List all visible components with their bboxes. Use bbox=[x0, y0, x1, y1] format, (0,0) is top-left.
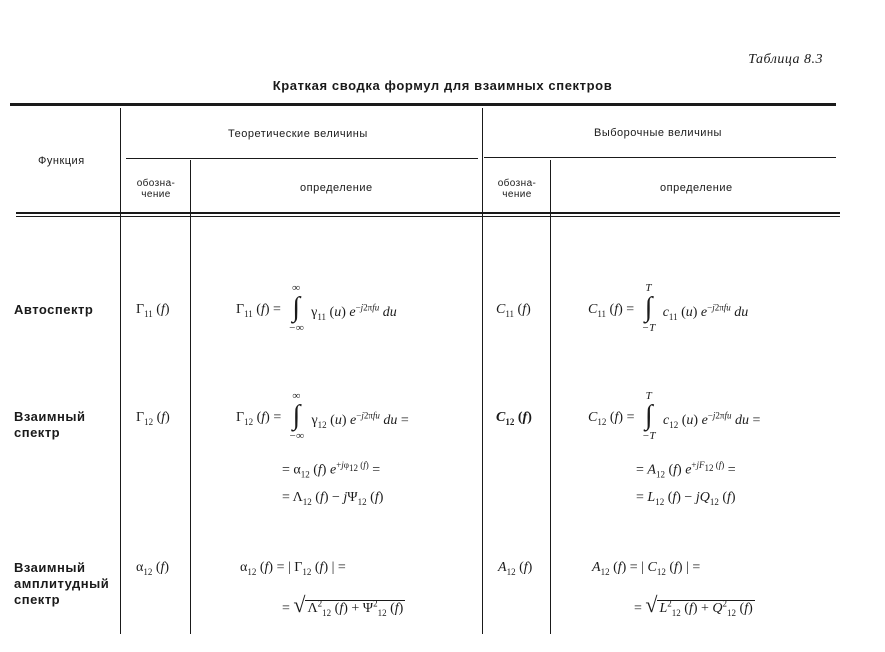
header-bottom-rule-2 bbox=[16, 216, 840, 217]
table-caption: Краткая сводка формул для взаимных спектров bbox=[272, 78, 613, 93]
theo-def-row3-line1: $\alpha_{12}$ (f) = | $\Gamma_{12}$ (f) | = bbox=[240, 560, 346, 577]
theo-symbol-row3: $\alpha_{12}$ (f) bbox=[136, 560, 170, 577]
sample-def-row3-line2: = √ $L^2_{12}$ $(f) + Q^2_{12}$ (f) bbox=[634, 592, 753, 618]
theo-def-row3-line2: = √ $\Lambda^2_{12}$ $(f) + \Psi^2_{12}$ (f) bbox=[282, 592, 404, 618]
vrule-function bbox=[120, 108, 121, 634]
theo-symbol-row2: $\Gamma_{12}$ (f) bbox=[136, 410, 170, 427]
sample-def-row2-line3: = $L_{12}$ $(f) - jQ_{12}$ (f) bbox=[636, 490, 736, 507]
header-function: Функция bbox=[38, 155, 85, 167]
row-label-autospectrum: Автоспектр bbox=[14, 302, 94, 317]
theo-def-row1: $\Gamma_{11}$ (f) = ∞ ∫ −∞ $\gamma_{11}$ (u) $e^{-j2\pi fu}$ du bbox=[236, 282, 397, 334]
sample-symbol-row2: $C_{12}$ (f) bbox=[496, 410, 532, 427]
row-label-cross-spectrum: Взаимный спектр bbox=[14, 409, 86, 440]
header-sample-definition: определение bbox=[660, 182, 733, 194]
header-sample-designation: обозна- чение bbox=[497, 178, 537, 200]
theo-def-row2-line2: = $\alpha_{12}$ (f) $e^{+j\varphi_{12} (f)}$ = bbox=[282, 460, 381, 480]
sample-def-row2-line1: $C_{12}$ (f) = T ∫ −T $c_{12}$ (u) $e^{-j2\pi fu}$ du = bbox=[588, 390, 761, 442]
sample-sub-rule bbox=[484, 157, 836, 158]
header-theoretical: Теоретические величины bbox=[228, 128, 368, 140]
sample-def-row2-line2: = $A_{12}$ (f) $e^{+jF_{12} (f)}$ = bbox=[636, 460, 736, 480]
vrule-sample-designation bbox=[550, 160, 551, 634]
theo-def-row2-line1: $\Gamma_{12}$ (f) = ∞ ∫ −∞ $\gamma_{12}$ (u) $e^{-j2\pi fu}$ du = bbox=[236, 390, 409, 442]
sample-symbol-row1: $C_{11}$ (f) bbox=[496, 302, 531, 319]
theo-symbol-row1: $\Gamma_{11}$ (f) bbox=[136, 302, 170, 319]
sample-def-row1: $C_{11}$ (f) = T ∫ −T $c_{11}$ (u) $e^{-j2\pi fu}$ du bbox=[588, 282, 749, 334]
header-theo-definition: определение bbox=[300, 182, 373, 194]
sample-def-row3-line1: $A_{12}$ (f) = | $C_{12}$ (f) | = bbox=[592, 560, 701, 577]
row-label-cross-amplitude-spectrum: Взаимный амплитудный спектр bbox=[14, 560, 110, 607]
vrule-theo-designation bbox=[190, 160, 191, 634]
vrule-middle bbox=[482, 108, 483, 634]
sample-symbol-row3: $A_{12}$ (f) bbox=[498, 560, 533, 577]
header-sample: Выборочные величины bbox=[594, 127, 722, 139]
theo-def-row2-line3: = $\Lambda_{12}$ $(f) - j\Psi_{12}$ (f) bbox=[282, 490, 384, 507]
theoretical-sub-rule bbox=[126, 158, 478, 159]
table-number: Таблица 8.3 bbox=[748, 52, 823, 67]
header-theo-designation: обозна- чение bbox=[136, 178, 176, 200]
header-bottom-rule-1 bbox=[16, 212, 840, 214]
top-rule bbox=[10, 103, 836, 106]
